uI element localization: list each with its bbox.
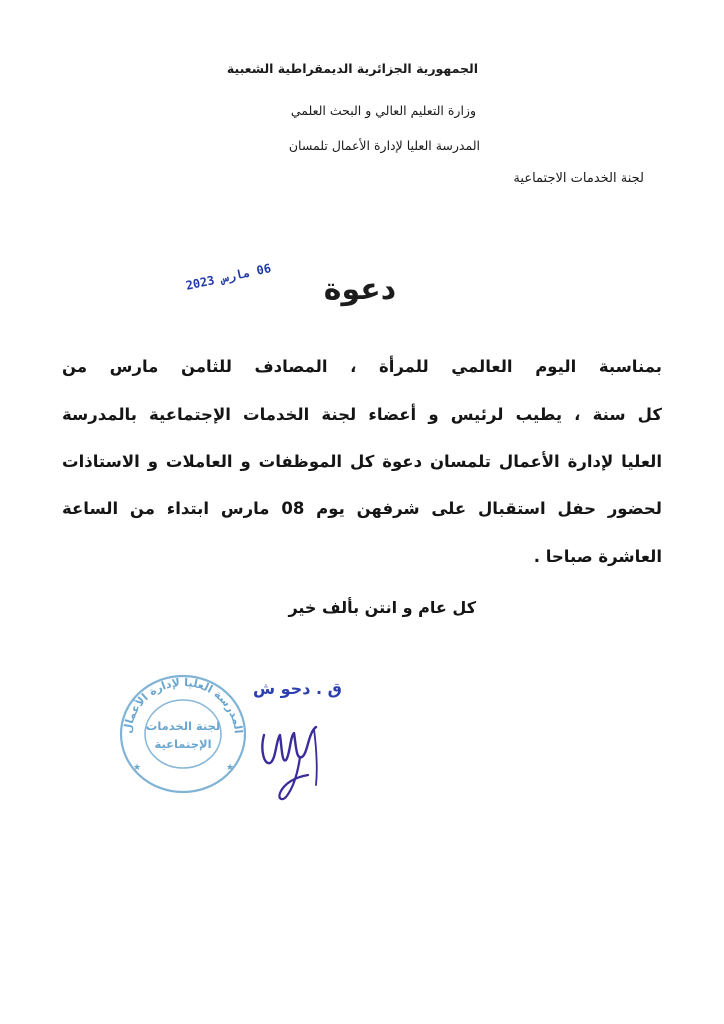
- body-line-4: لحضور حفل استقبال على شرفهن يوم 08 مارس ابتداء من الساعة: [62, 499, 663, 518]
- date-stamp: 06 مارس 2023: [184, 261, 273, 293]
- signer-name: ق . دحو ش: [253, 679, 342, 698]
- header-republic: الجمهورية الجزائرية الديمقراطية الشعبية: [226, 61, 478, 76]
- header-ministry: وزارة التعليم العالي و البحث العلمي: [290, 103, 476, 118]
- body-line-2: كل سنة ، يطيب لرئيس و أعضاء لجنة الخدمات الإجتماعية بالمدرسة: [62, 405, 662, 424]
- seal-stamp: [113, 668, 253, 798]
- header-committee: لجنة الخدمات الاجتماعية: [513, 171, 644, 186]
- seal-center-line-1: لجنة الخدمات: [145, 719, 221, 733]
- invitation-title: دعوة: [323, 272, 397, 307]
- body-line-3: العليا لإدارة الأعمال تلمسان دعوة كل الموظفات و العاملات و الاستاذات: [62, 452, 662, 471]
- closing-greeting: كل عام و انتن بألف خير: [288, 598, 476, 617]
- seal-inner-ring: [145, 700, 221, 768]
- seal-ring-text: المدرسة العليا لإدارة الأعمال: [120, 675, 245, 735]
- seal-center-line-2: الإجتماعية: [154, 737, 212, 751]
- body-line-1: بمناسبة اليوم العالمي للمرأة ، المصادف للثامن مارس من: [62, 357, 662, 376]
- body-line-5: العاشرة صباحا .: [533, 547, 662, 566]
- header-school: المدرسة العليا لإدارة الأعمال تلمسان: [288, 138, 480, 153]
- seal-star-icon: ★: [133, 763, 142, 773]
- handwritten-signature: [256, 705, 336, 805]
- seal-star-icon: ★: [226, 763, 235, 773]
